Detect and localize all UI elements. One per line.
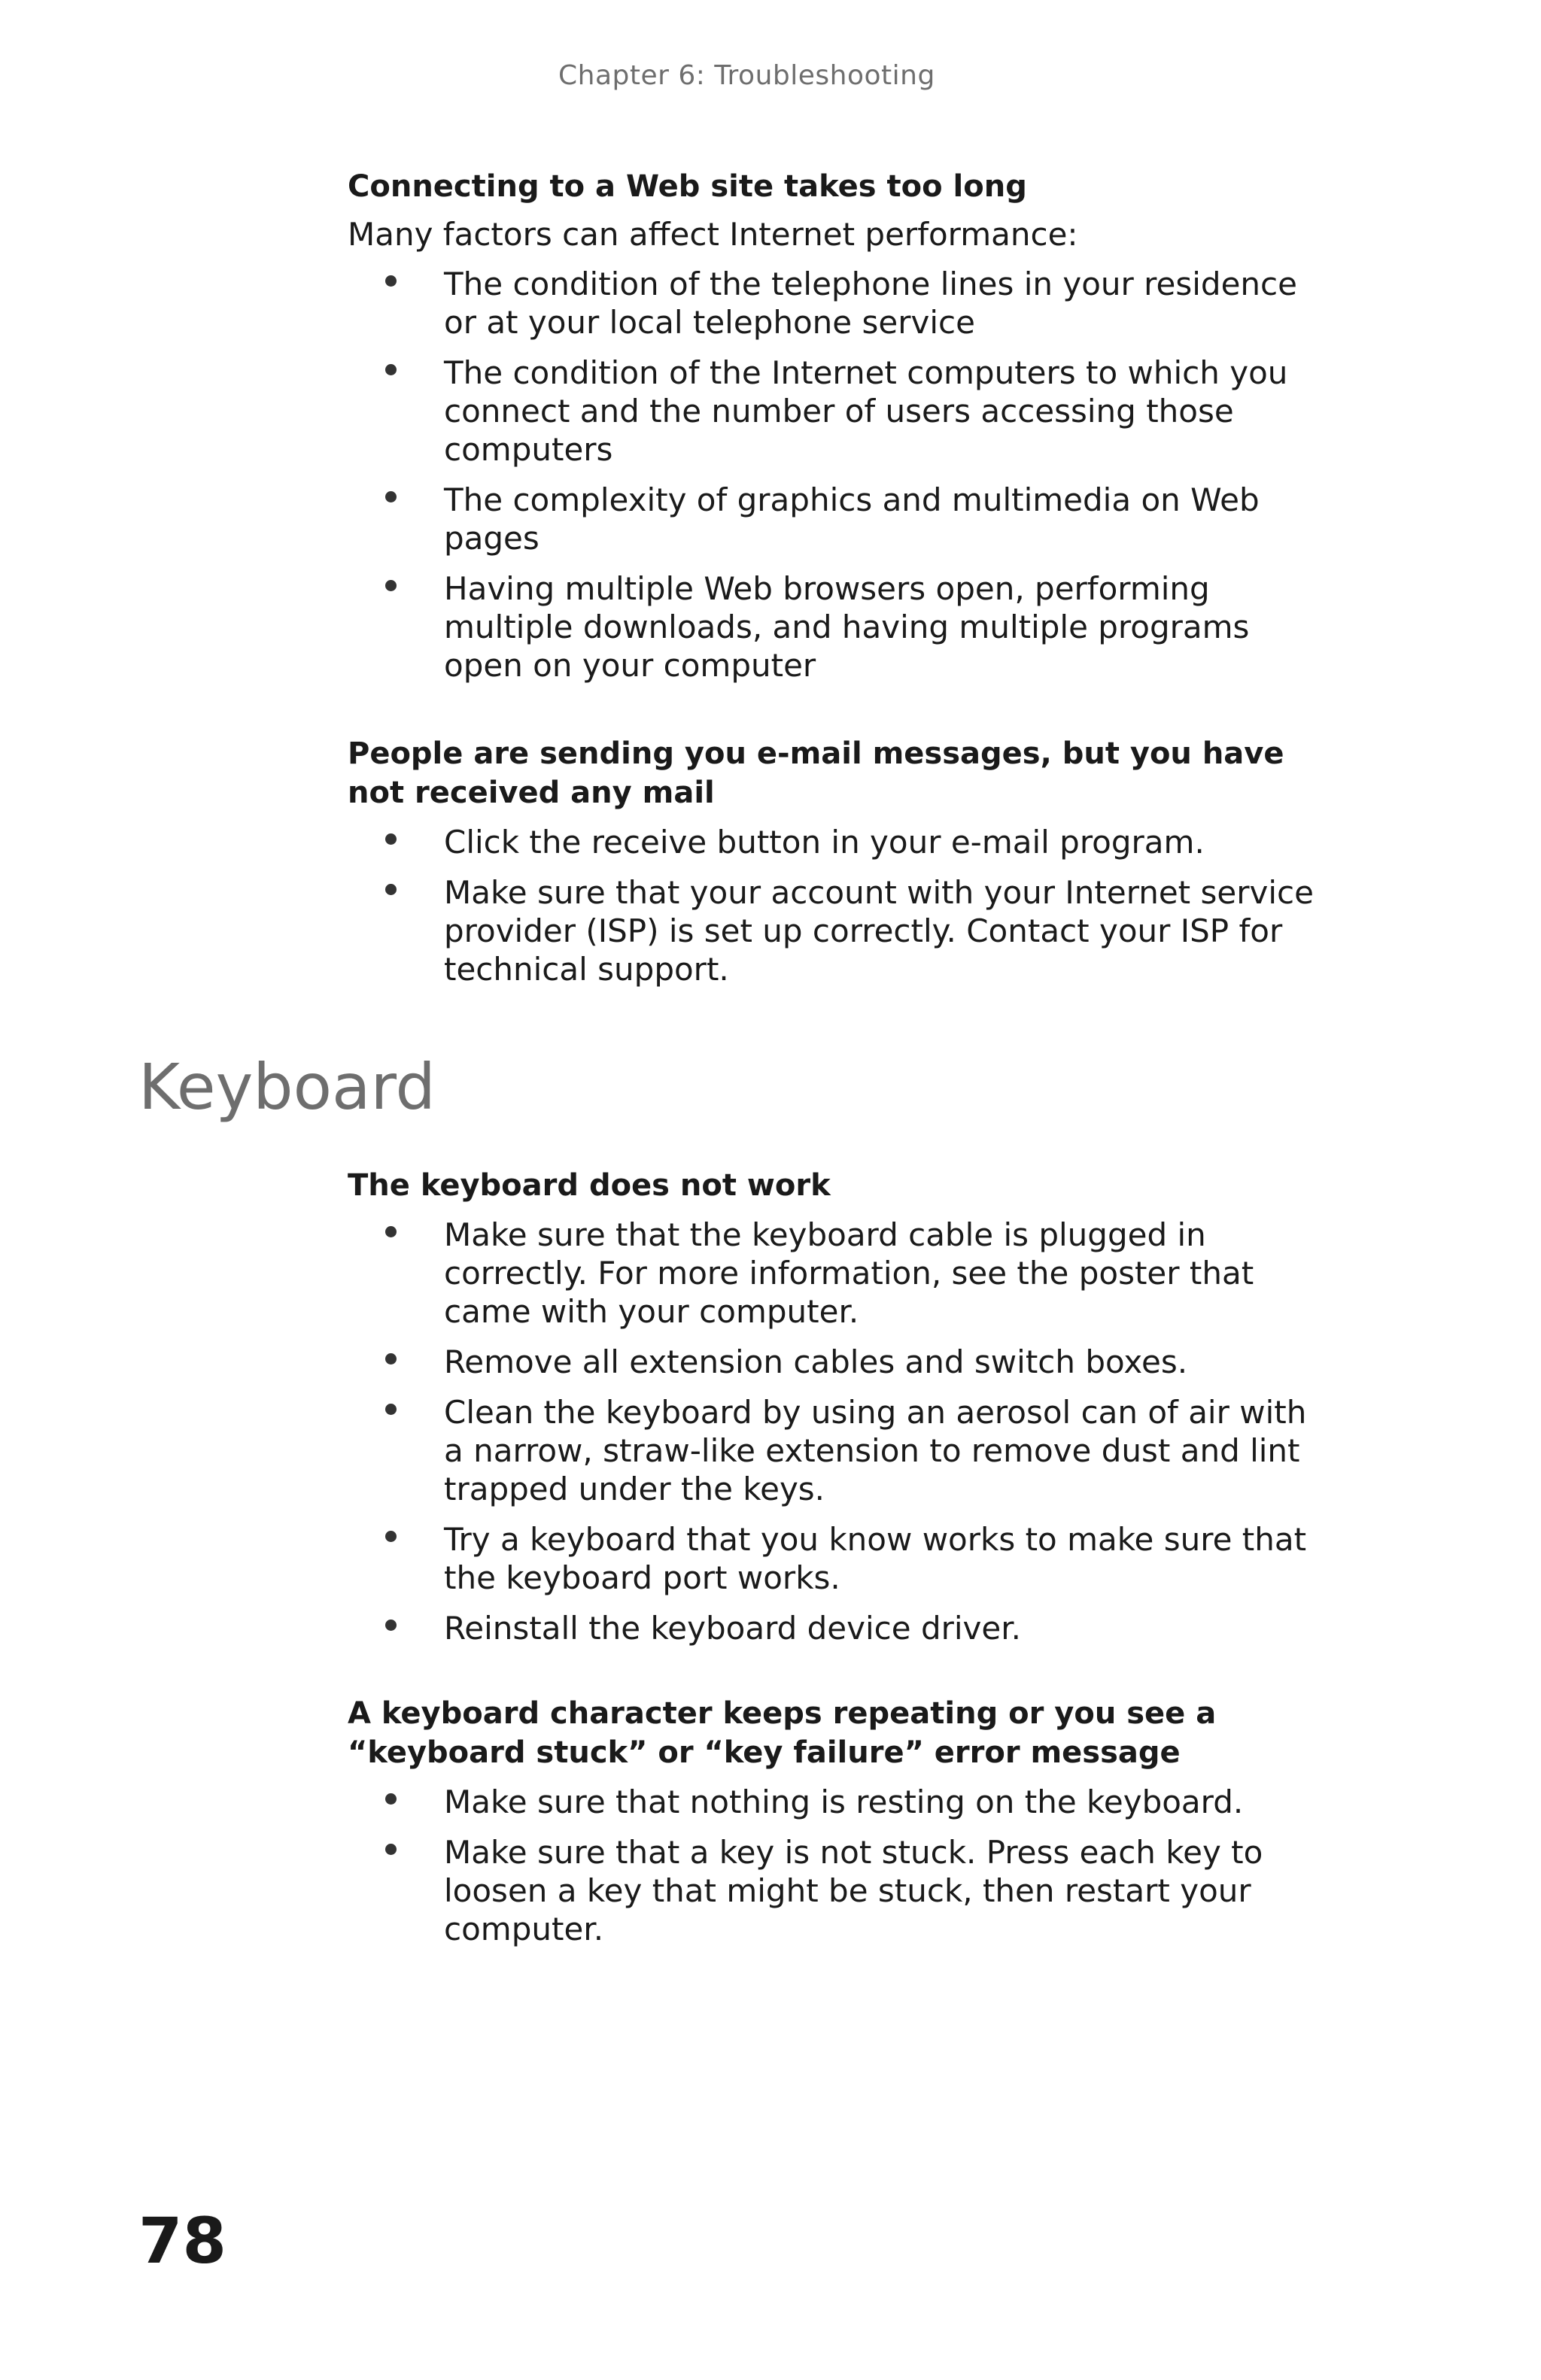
section-intro: Many factors can affect Internet performance: [348,216,1078,253]
list-item-text: Click the receive button in your e-mail program. [444,824,1205,861]
bullet-icon [385,275,397,287]
section-title: Connecting to a Web site takes too long [348,169,1027,204]
section-email-not-received [348,734,1326,1000]
list-item-text: Make sure that nothing is resting on the keyboard. [444,1783,1244,1820]
list-item [348,265,1326,342]
bullet-icon [385,1226,397,1237]
list-item [348,1520,1326,1597]
bullet-icon [385,580,397,591]
list-item [348,1783,1326,1821]
bullet-icon [385,1620,397,1631]
running-header: Chapter 6: Troubleshooting [558,60,935,91]
list-item-text: Clean the keyboard by using an aerosol can of air with a narrow, straw-like extension to remove dust and lint trapped under the keys. [444,1394,1307,1507]
bullet-icon [385,1531,397,1542]
list-item [348,569,1326,685]
list-item-text: Make sure that a key is not stuck. Press each key to loosen a key that might be stuck, then restart your computer. [444,1834,1263,1947]
list-item [348,481,1326,557]
list-item [348,823,1326,861]
bullet-list [348,1216,1326,1647]
section-keyboard-not-working [348,1166,1326,1659]
keyboard-heading: Keyboard [138,1050,436,1124]
bullet-icon [385,1404,397,1415]
list-item [348,354,1326,469]
bullet-list [348,1783,1326,1948]
list-item [348,1833,1326,1948]
bullet-icon [385,884,397,895]
list-item-text: Remove all extension cables and switch boxes. [444,1343,1188,1380]
section-title: People are sending you e-mail messages, but you have not received any mail [348,736,1284,810]
list-item-text: Try a keyboard that you know works to make sure that the keyboard port works. [444,1521,1307,1596]
list-item [348,1216,1326,1331]
bullet-icon [385,833,397,845]
list-item [348,1393,1326,1508]
list-item-text: Make sure that the keyboard cable is plugged in correctly. For more information, see the poster that came with your computer. [444,1216,1254,1330]
list-item-text: Having multiple Web browsers open, performing multiple downloads, and having multiple programs open on your computer [444,570,1250,684]
bullet-icon [385,1353,397,1365]
list-item [348,1343,1326,1381]
bullet-icon [385,364,397,375]
bullet-icon [385,1844,397,1855]
list-item [348,873,1326,988]
list-item-text: Reinstall the keyboard device driver. [444,1610,1021,1647]
bullet-list [348,265,1326,685]
list-item-text: The condition of the Internet computers to which you connect and the number of users accessing those computers [444,354,1288,468]
section-title: The keyboard does not work [348,1168,831,1203]
bullet-icon [385,1793,397,1805]
page-number: 78 [138,2204,226,2278]
list-item-text: The condition of the telephone lines in your residence or at your local telephone service [444,266,1297,341]
bullet-list [348,823,1326,988]
bullet-icon [385,491,397,502]
list-item [348,1609,1326,1647]
section-web-site-slow [348,167,1326,697]
list-item-text: Make sure that your account with your Internet service provider (ISP) is set up correctly. Contact your ISP for technical support. [444,874,1314,988]
section-key-repeating [348,1694,1326,1960]
section-title: A keyboard character keeps repeating or you see a “keyboard stuck” or “key failure” error message [348,1696,1217,1770]
list-item-text: The complexity of graphics and multimedia on Web pages [444,481,1260,557]
